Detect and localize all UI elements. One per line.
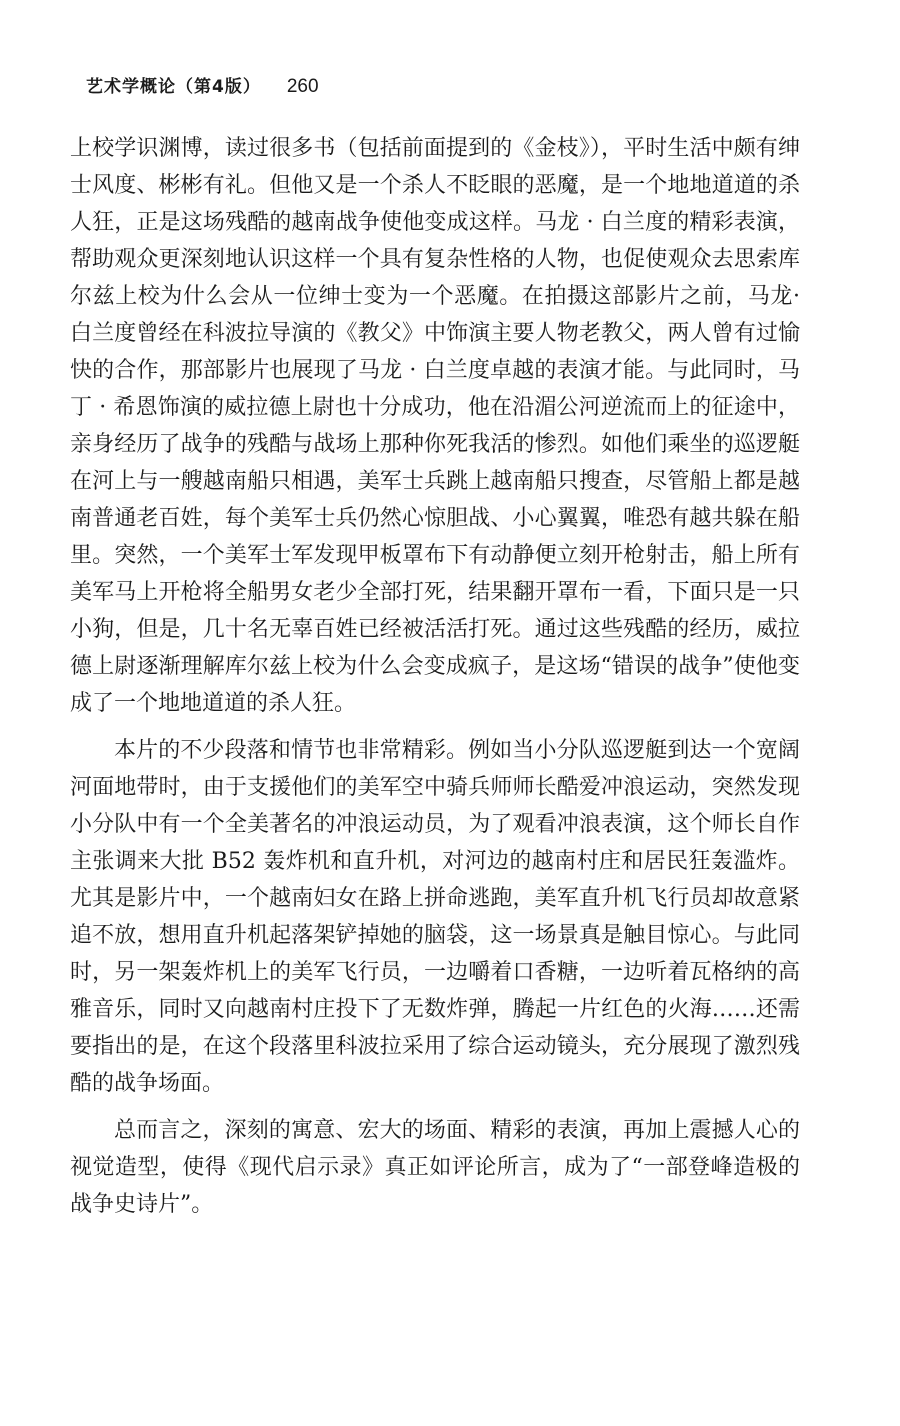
paragraph: 本片的不少段落和情节也非常精彩。例如当小分队巡逻艇到达一个宽阔河面地带时，由于支援他们的美军空中骑兵师师长酷爱冲浪运动，突然发现小分队中有一个全美著名的冲浪运动员，为了观看冲浪表演，这个师长自作主张调来大批 B52 轰炸机和直升机，对河边的越南村庄和居民狂轰滥炸。尤其是影片中，一个越南妇女在路上拼命逃跑，美军直升机飞行员却故意紧追不放，想用直升机起落架铲掉她的脑袋，这一场景真是触目惊心。与此同时，另一架轰炸机上的美军飞行员，一边嚼着口香糖，一边听着瓦格纳的高雅音乐，同时又向越南村庄投下了无数炸弹，腾起一片红色的火海……还需要指出的是，在这个段落里科波拉采用了综合运动镜头，充分展现了激烈残酷的战争场面。: [70, 738, 800, 1096]
book-title: 艺术学概论（第4版）: [86, 77, 261, 97]
page-number: 260: [286, 76, 319, 97]
paragraph-continued: 上校学识渊博，读过很多书（包括前面提到的《金枝》），平时生活中颇有绅士风度、彬彬有礼。但他又是一个杀人不眨眼的恶魔，是一个地地道道的杀人狂，正是这场残酷的越南战争使他变成这样。马龙 · 白兰度的精彩表演，帮助观众更深刻地认识这样一个具有复杂性格的人物，也促使观众去思索库尔兹上校为什么会从一位绅士变为一个恶魔。在拍摄这部影片之前，马龙·白兰度曾经在科波拉导演的《教父》中饰演主要人物老教父，两人曾有过愉快的合作，那部影片也展现了马龙 · 白兰度卓越的表演才能。与此同时，马丁 · 希恩饰演的威拉德上尉也十分成功，他在沿湄公河逆流而上的征途中，亲身经历了战争的残酷与战场上那种你死我活的惨烈。如他们乘坐的巡逻艇在河上与一艘越南船只相遇，美军士兵跳上越南船只搜查，尽管船上都是越南普通老百姓，每个美军士兵仍然心惊胆战、小心翼翼，唯恐有越共躲在船里。突然，一个美军士军发现甲板罩布下有动静便立刻开枪射击，船上所有美军马上开枪将全船男女老少全部打死，结果翻开罩布一看，下面只是一只小狗，但是，几十名无辜百姓已经被活活打死。通过这些残酷的经历，威拉德上尉逐渐理解库尔兹上校为什么会变成疯子，是这场“错误的战争”使他变成了一个地地道道的杀人狂。: [70, 136, 800, 716]
body-text: [70, 130, 800, 1233]
paragraph: 总而言之，深刻的寓意、宏大的场面、精彩的表演，再加上震撼人心的视觉造型，使得《现代启示录》真正如评论所言，成为了“一部登峰造极的战争史诗片”。: [70, 1118, 800, 1217]
running-header: [86, 72, 319, 102]
